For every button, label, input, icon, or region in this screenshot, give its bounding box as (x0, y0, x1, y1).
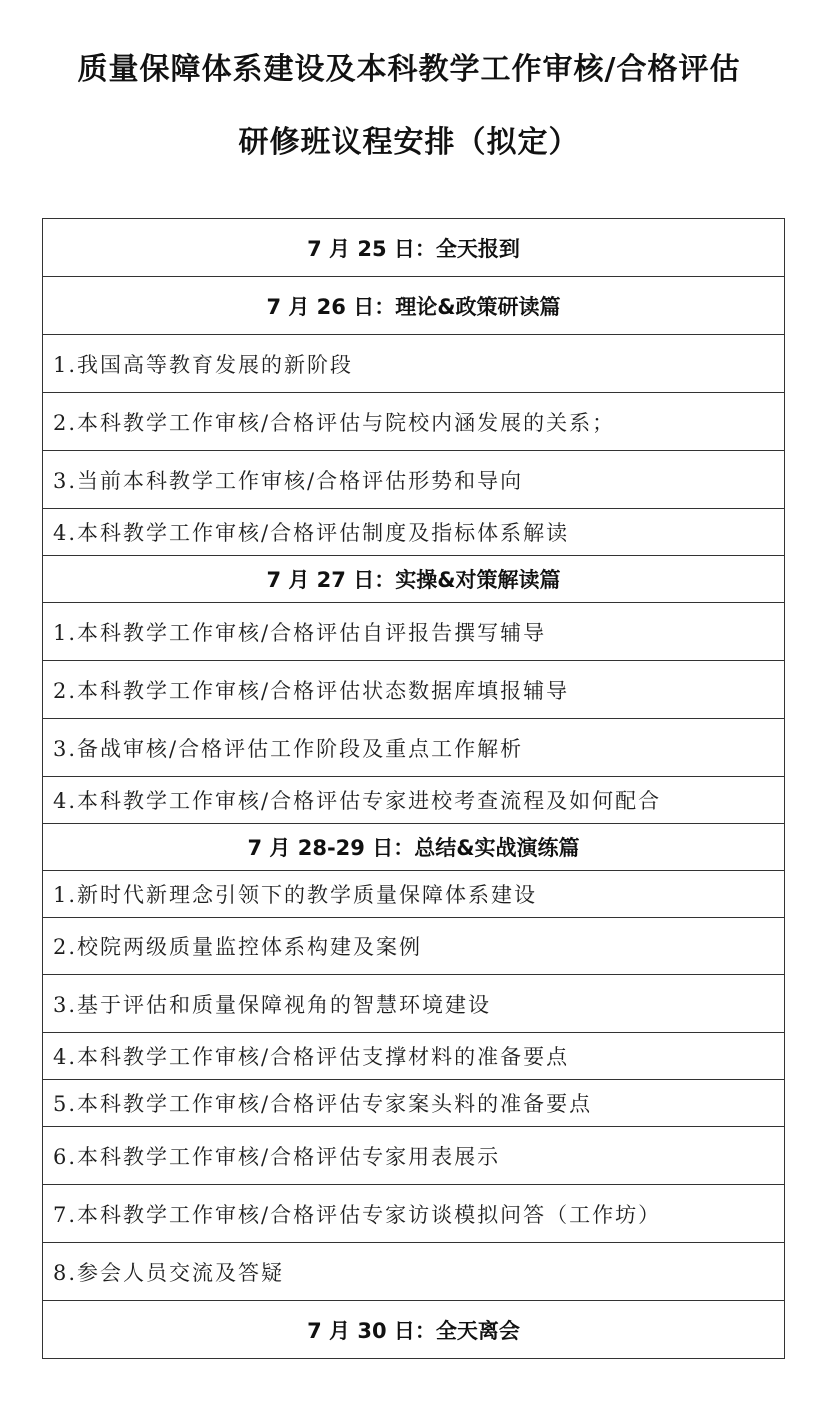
page-title-line-2: 研修班议程安排（拟定） (238, 125, 580, 160)
day-header-0730: 7 月 30 日：全天离会 (43, 1301, 784, 1359)
agenda-item: 2.校院两级质量监控体系构建及案例 (43, 918, 784, 975)
agenda-item: 7.本科教学工作审核/合格评估专家访谈模拟问答（工作坊） (43, 1185, 784, 1243)
agenda-item: 4.本科教学工作审核/合格评估制度及指标体系解读 (43, 509, 784, 556)
agenda-item: 6.本科教学工作审核/合格评估专家用表展示 (43, 1127, 784, 1185)
agenda-item: 1.我国高等教育发展的新阶段 (43, 335, 784, 393)
day-header-0727: 7 月 27 日：实操&对策解读篇 (43, 556, 784, 603)
agenda-item: 3.当前本科教学工作审核/合格评估形势和导向 (43, 451, 784, 509)
agenda-item: 8.参会人员交流及答疑 (43, 1243, 784, 1301)
page-title-line-1: 质量保障体系建设及本科教学工作审核/合格评估 (77, 52, 741, 87)
agenda-item: 4.本科教学工作审核/合格评估专家进校考查流程及如何配合 (43, 777, 784, 824)
agenda-item: 3.基于评估和质量保障视角的智慧环境建设 (43, 975, 784, 1033)
agenda-item: 3.备战审核/合格评估工作阶段及重点工作解析 (43, 719, 784, 777)
agenda-item: 1.新时代新理念引领下的教学质量保障体系建设 (43, 871, 784, 918)
agenda-item: 1.本科教学工作审核/合格评估自评报告撰写辅导 (43, 603, 784, 661)
agenda-item: 4.本科教学工作审核/合格评估支撑材料的准备要点 (43, 1033, 784, 1080)
agenda-item: 2.本科教学工作审核/合格评估与院校内涵发展的关系； (43, 393, 784, 451)
agenda-table (42, 218, 785, 1359)
agenda-item: 2.本科教学工作审核/合格评估状态数据库填报辅导 (43, 661, 784, 719)
day-header-0725: 7 月 25 日：全天报到 (43, 219, 784, 277)
day-header-0726: 7 月 26 日：理论&政策研读篇 (43, 277, 784, 335)
agenda-item: 5.本科教学工作审核/合格评估专家案头料的准备要点 (43, 1080, 784, 1127)
day-header-0728-29: 7 月 28-29 日：总结&实战演练篇 (43, 824, 784, 871)
